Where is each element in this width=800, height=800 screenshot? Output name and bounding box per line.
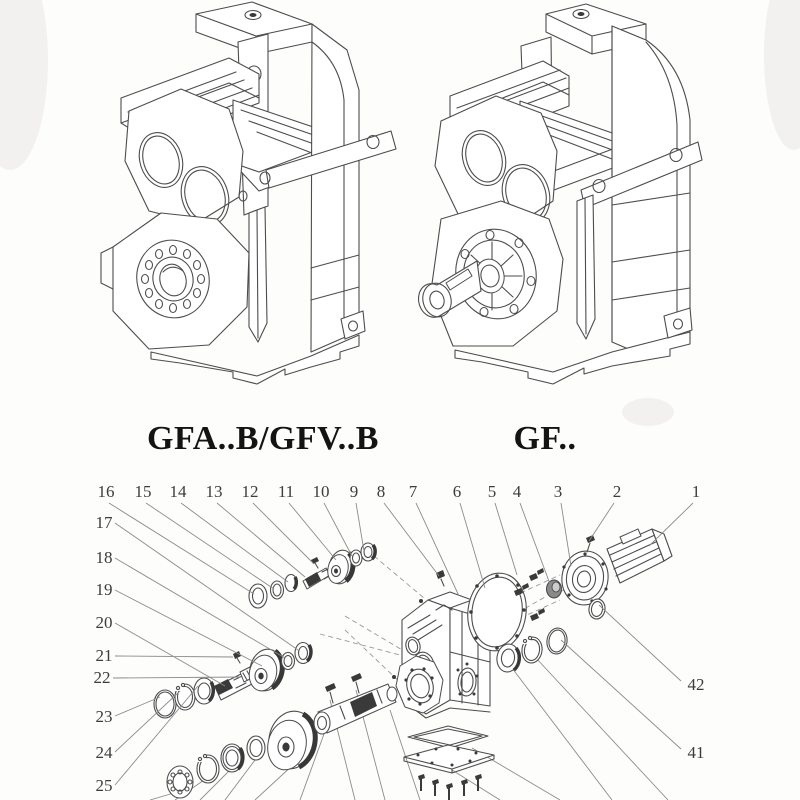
shaft-coupling bbox=[547, 580, 562, 598]
callout-19: 19 bbox=[95, 580, 113, 599]
callout-21: 21 bbox=[95, 646, 113, 665]
callout-20: 20 bbox=[95, 613, 113, 632]
callout-11: 11 bbox=[277, 482, 295, 501]
callout-13: 13 bbox=[205, 482, 223, 501]
callout-12: 12 bbox=[241, 482, 259, 501]
callout-17: 17 bbox=[95, 513, 113, 532]
callout-6: 6 bbox=[452, 482, 462, 501]
callout-42: 42 bbox=[687, 675, 705, 694]
label-gf: GF.. bbox=[513, 420, 577, 457]
label-gfab: GFA..B/GFV..B bbox=[147, 420, 379, 457]
callout-16: 16 bbox=[97, 482, 115, 501]
intermediate-shaft-assembly bbox=[154, 643, 311, 719]
callout-1: 1 bbox=[691, 482, 701, 501]
callout-25: 25 bbox=[95, 776, 113, 795]
cover-bolts bbox=[418, 774, 482, 800]
callout-3: 3 bbox=[553, 482, 563, 501]
callout-41: 41 bbox=[687, 743, 705, 762]
callout-2: 2 bbox=[612, 482, 622, 501]
callout-4: 4 bbox=[512, 482, 522, 501]
housing-cover bbox=[404, 745, 494, 773]
callout-7: 7 bbox=[408, 482, 418, 501]
callout-18: 18 bbox=[95, 548, 113, 567]
gearbox-drawing-gf bbox=[418, 4, 702, 384]
callout-8: 8 bbox=[376, 482, 386, 501]
callout-22: 22 bbox=[93, 668, 111, 687]
callout-5: 5 bbox=[487, 482, 497, 501]
callout-14: 14 bbox=[169, 482, 187, 501]
gearbox-drawing-gfab bbox=[101, 2, 396, 384]
exploded-view bbox=[94, 482, 705, 800]
callout-10: 10 bbox=[312, 482, 330, 501]
callout-24: 24 bbox=[95, 743, 113, 762]
motor-assembly bbox=[558, 529, 672, 620]
input-pinion-assembly bbox=[249, 543, 375, 608]
callout-23: 23 bbox=[95, 707, 113, 726]
callout-9: 9 bbox=[349, 482, 359, 501]
callout-15: 15 bbox=[134, 482, 152, 501]
